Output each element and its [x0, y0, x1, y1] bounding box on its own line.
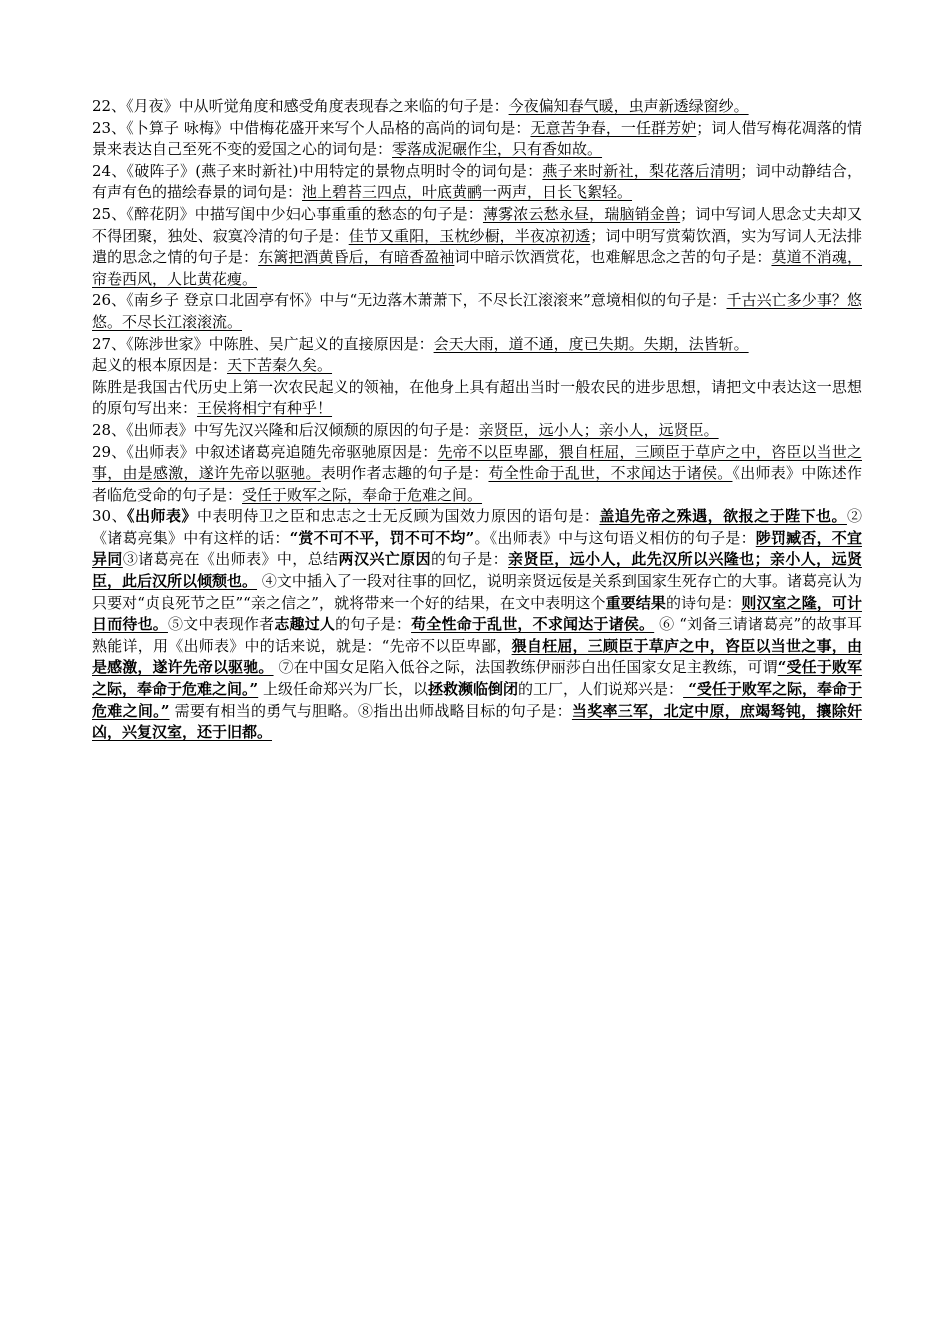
q30-text-7: ④文中插入了一段对往事的回忆，说明亲贤远佞是关系到国家生死存亡的大事。诸葛亮认为只要对“贞良死节之臣”“亲之信之”，就将带来一个好的结果，在文中表明这个: [92, 572, 862, 612]
q30-answer-3: 亲贤臣，远小人，此先汉所以兴隆也；亲小人，远贤臣，此后汉所以倾颓也。: [92, 550, 862, 591]
q30-text-13: 上级任命郑兴为厂长，以: [258, 680, 428, 699]
q30-answer-6: 猥自枉屈，三顾臣于草庐之中，咨臣以当世之事，由是感激，遂许先帝以驱驰。: [92, 636, 862, 677]
q30-text-11: ⑥ “刘备三请诸葛亮”的故事耳熟能详，用《出师表》中的话来说，就是：“先帝不以臣卑鄙，: [92, 615, 862, 655]
q25-prompt-3: ；词中明写赏菊饮酒，实为写词人无法排遣的思念之情的句子是：: [92, 226, 862, 267]
q30-text-12: ⑦在中国女足陷入低谷之际，法国教练伊丽莎白出任国家女足主教练，可谓: [273, 658, 778, 677]
q30-bold-1: 《出师表》: [127, 507, 197, 526]
q30-bold-6: 拯救濒临倒闭: [427, 680, 519, 699]
item-27: [92, 334, 862, 420]
q29-answer-3: 受任于败军之际，奉命于危难之间。: [242, 485, 483, 504]
item-24: [92, 161, 862, 204]
q30-text-14: 的工厂，人们说郑兴是：: [518, 680, 684, 699]
q30-bold-2: “赏不可不平，罚不可不均”: [289, 528, 475, 547]
q29-prompt-1: 29、《出师表》中叙述诸葛亮追随先帝驱驰原因是：: [92, 442, 438, 461]
q25-answer-1: 薄雾浓云愁永昼，瑞脑销金兽: [482, 204, 681, 223]
q26-prompt: 26、《南乡子 登京口北固亭有怀》中与“无边落木萧萧下，不尽长江滚滚来”意境相似的句子是：: [92, 291, 727, 310]
q27-answer-2: 天下苦秦久矣。: [227, 356, 333, 375]
q30-text-10: 的句子是：: [335, 615, 412, 634]
q27-prompt-2: 起义的根本原因是：: [92, 356, 228, 375]
q30-bold-4: 重要结果: [605, 593, 666, 612]
item-28: [92, 420, 862, 442]
q24-prompt-2: ；词中动静结合，有声有色的描绘春景的词句是：: [92, 161, 862, 202]
q24-answer-2: 池上碧苔三四点，叶底黄鹂一两声，日长飞絮轻。: [302, 183, 633, 202]
q25-prompt-1: 25、《醉花阴》中描写闺中少妇心事重重的愁态的句子是：: [92, 204, 483, 223]
q30-answer-9: 当奖率三军，北定中原，庶竭驽钝，攘除奸凶，兴复汉室，还于旧都。: [92, 701, 862, 742]
q27-answer-3: 王侯将相宁有种乎！: [197, 399, 333, 418]
q30-text-9: ⑤文中表现作者: [167, 615, 275, 634]
q29-prompt-2: 表明作者志趣的句子是：: [320, 464, 489, 483]
q30-text-6: 的句子是：: [430, 550, 509, 569]
q30-answer-7: “受任于败军之际，奉命于危难之间。”: [92, 658, 862, 699]
q30-text-5: ③诸葛亮在《出师表》中，总结: [122, 550, 339, 569]
q30-answer-5: 苟全性命于乱世，不求闻达于诸侯。: [411, 615, 655, 634]
q29-answer-2: 苟全性命于乱世，不求闻达于诸侯。: [488, 464, 733, 483]
q25-prompt-4: 词中暗示饮酒赏花，也难解思念之苦的句子是：: [454, 248, 772, 267]
q30-text-15: 需要有相当的勇气与胆略。⑧指出出师战略目标的句子是：: [169, 701, 572, 720]
q30-answer-1: 盖追先帝之殊遇，欲报之于陛下也。: [599, 507, 847, 526]
item-29: [92, 442, 862, 507]
q25-answer-3: 东篱把酒黄昏后，有暗香盈袖: [258, 248, 455, 267]
q25-prompt-2: ；词中写词人思念丈夫却又不得团聚，独处、寂寞冷清的句子是：: [92, 204, 862, 245]
q28-prompt: 28、《出师表》中写先汉兴隆和后汉倾颓的原因的句子是：: [92, 420, 479, 439]
item-26: [92, 290, 862, 333]
q27-prompt-1: 27、《陈涉世家》中陈胜、吴广起义的直接原因是：: [92, 334, 434, 353]
q30-text-3: ②《诸葛亮集》中有这样的话：: [92, 507, 862, 547]
q30-text-4: 。《出师表》中与这句语义相仿的句子是：: [474, 528, 756, 547]
q30-text-2: 中表明侍卫之臣和忠志之士无反顾为国效力原因的语句是：: [196, 507, 600, 526]
q22-prompt: 22、《月夜》中从听觉角度和感受角度表现春之来临的句子是：: [92, 97, 509, 115]
q22-answer: 今夜偏知春气暖，虫声新透绿窗纱。: [508, 97, 749, 115]
q25-answer-2: 佳节又重阳，玉枕纱橱，半夜凉初透: [348, 226, 591, 245]
q30-bold-5: 志趣过人: [274, 615, 336, 634]
q23-answer-2: 零落成泥碾作尘，只有香如故。: [392, 140, 603, 159]
q23-prompt-1: 23、《卜算子 咏梅》中借梅花盛开来写个人品格的高尚的词句是：: [92, 118, 531, 137]
q30-text-1: 30、: [92, 507, 128, 526]
document-page: [92, 96, 862, 744]
q26-answer: 千古兴亡多少事？悠悠。不尽长江滚滚流。: [92, 291, 862, 331]
item-30: [92, 506, 862, 744]
q27-prompt-3: 陈胜是我国古代历史上第一次农民起义的领袖，在他身上具有超出当时一般农民的进步思想，请把文中表达这一思想的原句写出来：: [92, 377, 862, 418]
q30-bold-3: 两汉兴亡原因: [338, 550, 431, 569]
q23-answer-1: 无意苦争春，一任群芳妒: [530, 118, 697, 137]
q24-prompt-1: 24、《破阵子》(燕子来时新社)中用特定的景物点明时令的词句是：: [92, 161, 543, 180]
q24-answer-1: 燕子来时新社，梨花落后清明: [542, 161, 741, 180]
q30-answer-2: 陟罚臧否，不宜异同: [92, 528, 862, 569]
q28-answer: 亲贤臣，远小人；亲小人，远贤臣。: [478, 420, 719, 439]
q30-text-8: 的诗句是：: [665, 593, 742, 612]
q29-prompt-3: 《出师表》中陈述作者临危受命的句子是：: [92, 464, 862, 504]
q30-answer-8: “受任于败军之际，奉命于危难之间。”: [92, 680, 862, 720]
item-23: [92, 118, 862, 161]
q29-answer-1: 先帝不以臣卑鄙，猥自枉屈，三顾臣于草庐之中，咨臣以当世之事，由是感激，遂许先帝以驱驰。: [92, 442, 862, 483]
item-22: [92, 96, 862, 118]
q30-answer-4: 则汉室之隆，可计日而待也。: [92, 593, 862, 634]
item-25: [92, 204, 862, 290]
q27-answer-1: 会天大雨，道不通，度已失期。失期，法皆斩。: [433, 334, 749, 353]
q23-prompt-2: ；词人借写梅花凋落的情景来表达自己至死不变的爱国之心的词句是：: [92, 118, 862, 159]
q25-answer-4: 莫道不消魂，帘卷西风，人比黄花瘦。: [92, 248, 862, 288]
